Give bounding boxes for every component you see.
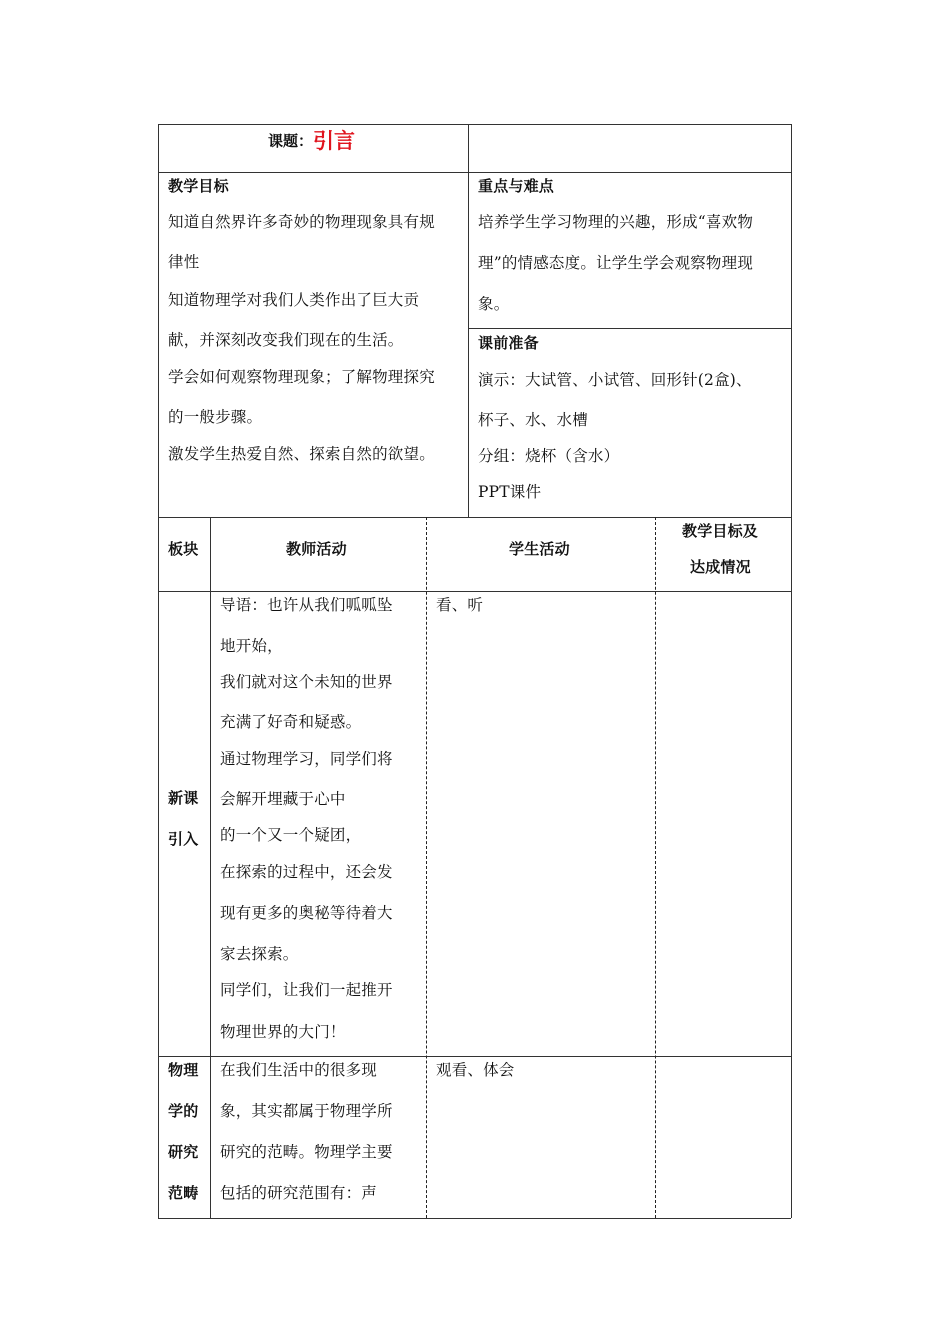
student-activity: 看、听 bbox=[436, 596, 484, 614]
header-goal-line2: 达成情况 bbox=[690, 558, 751, 576]
key-points-heading: 重点与难点 bbox=[478, 177, 555, 195]
row-section-label: 范畴 bbox=[168, 1184, 199, 1202]
teacher-line: 导语：也许从我们呱呱坠 bbox=[220, 596, 393, 614]
key-points-line: 培养学生学习物理的兴趣，形成“喜欢物 bbox=[478, 213, 754, 231]
topic-value: 引言 bbox=[313, 129, 356, 153]
teacher-line: 会解开埋藏于心中 bbox=[220, 790, 346, 808]
topic-title bbox=[268, 125, 355, 155]
objectives-line: 知道自然界许多奇妙的物理现象具有规 bbox=[168, 213, 435, 231]
row-section-label: 引入 bbox=[168, 830, 199, 848]
student-activity: 观看、体会 bbox=[436, 1061, 515, 1079]
teacher-line: 地开始， bbox=[220, 637, 283, 655]
row-section-label: 新课 bbox=[168, 789, 199, 807]
objectives-heading: 教学目标 bbox=[168, 177, 229, 195]
key-points-line: 象。 bbox=[478, 295, 510, 313]
objectives-line: 献，并深刻改变我们现在的生活。 bbox=[168, 331, 404, 349]
objectives-line: 激发学生热爱自然、探索自然的欲望。 bbox=[168, 445, 435, 463]
preparation-line: 分组：烧杯（含水） bbox=[478, 447, 620, 465]
header-section: 板块 bbox=[168, 540, 199, 558]
header-student: 学生活动 bbox=[509, 540, 570, 558]
preparation-heading: 课前准备 bbox=[478, 334, 539, 352]
teacher-line: 物理世界的大门！ bbox=[220, 1023, 346, 1041]
objectives-line: 学会如何观察物理现象；了解物理探究 bbox=[168, 368, 435, 386]
teacher-line: 充满了好奇和疑惑。 bbox=[220, 713, 362, 731]
teacher-line: 家去探索。 bbox=[220, 945, 299, 963]
preparation-line: 杯子、水、水槽 bbox=[478, 411, 588, 429]
objectives-line: 知道物理学对我们人类作出了巨大贡 bbox=[168, 291, 420, 309]
teacher-line: 在探索的过程中，还会发 bbox=[220, 863, 393, 881]
row-section-label: 研究 bbox=[168, 1143, 199, 1161]
row-section-label: 学的 bbox=[168, 1102, 199, 1120]
header-teacher: 教师活动 bbox=[286, 540, 347, 558]
objectives-line: 律性 bbox=[168, 253, 200, 271]
teacher-line: 在我们生活中的很多现 bbox=[220, 1061, 378, 1079]
key-points-line: 理”的情感态度。让学生学会观察物理现 bbox=[478, 254, 754, 272]
teacher-line: 研究的范畴。物理学主要 bbox=[220, 1143, 393, 1161]
teacher-line: 现有更多的奥秘等待着大 bbox=[220, 904, 393, 922]
teacher-line: 的一个又一个疑团， bbox=[220, 826, 362, 844]
teacher-line: 同学们，让我们一起推开 bbox=[220, 981, 393, 999]
preparation-line: PPT课件 bbox=[478, 483, 542, 501]
row-section-label: 物理 bbox=[168, 1061, 199, 1079]
header-goal-line1: 教学目标及 bbox=[682, 522, 759, 540]
teacher-line: 通过物理学习，同学们将 bbox=[220, 750, 393, 768]
topic-label: 课题： bbox=[268, 131, 314, 150]
preparation-line: 演示：大试管、小试管、回形针(2盒)、 bbox=[478, 371, 752, 389]
teacher-line: 象，其实都属于物理学所 bbox=[220, 1102, 393, 1120]
teacher-line: 包括的研究范围有：声 bbox=[220, 1184, 378, 1202]
objectives-line: 的一般步骤。 bbox=[168, 408, 263, 426]
teacher-line: 我们就对这个未知的世界 bbox=[220, 673, 393, 691]
